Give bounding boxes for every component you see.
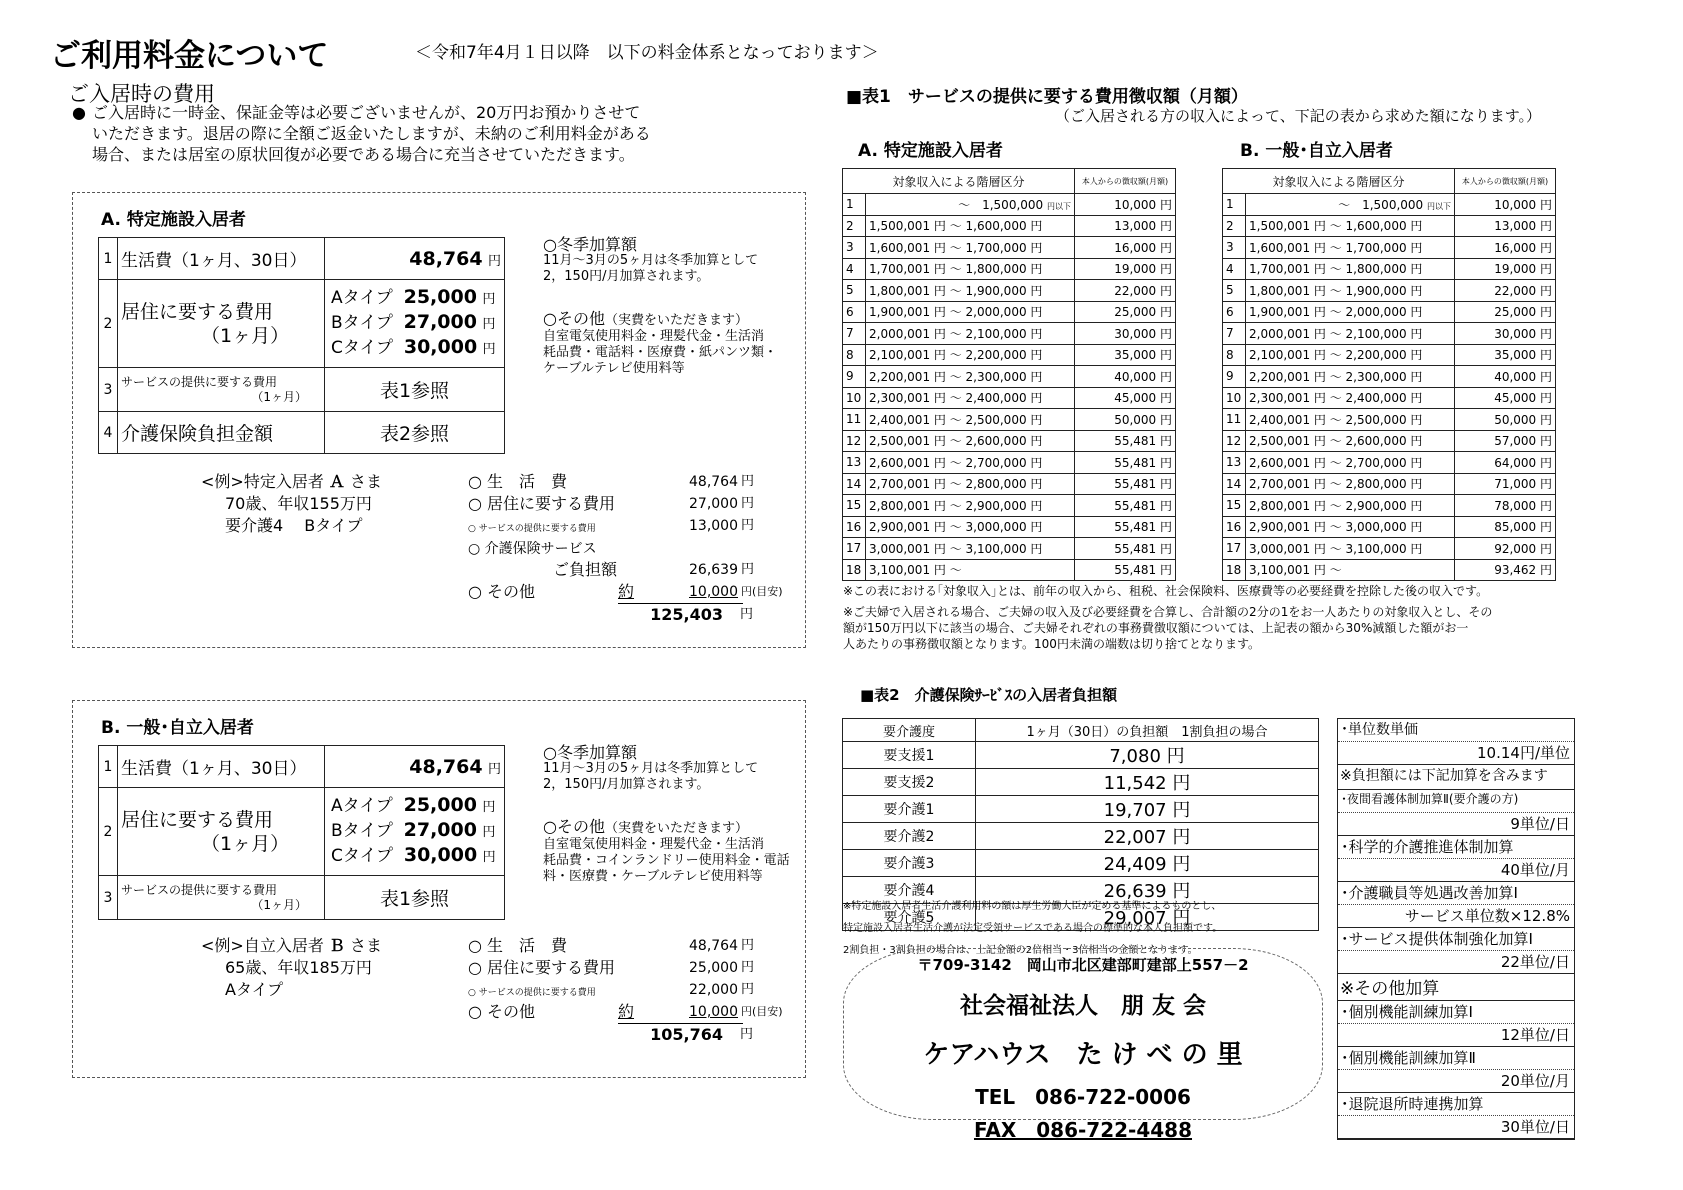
table1-title: ■表1 サービスの提供に要する費用徴収額（月額） [846,87,1248,107]
income-range: 2,700,001 円 ～ 2,800,000 円 [866,473,1075,495]
fee-amount: 55,481 円 [1075,473,1176,495]
fee-amount: 50,000 円 [1075,409,1176,431]
fee-amount: 55,481 円 [1075,538,1176,560]
row-no: 16 [1223,516,1246,538]
section-b-title: B. 一般･自立入居者 [101,718,254,738]
income-range: 1,500,001 円 ～ 1,600,000 円 [866,215,1075,237]
table-row [1223,516,1556,538]
income-range: 2,800,001 円 ～ 2,900,000 円 [866,495,1075,517]
row-no: 13 [843,452,866,474]
care-cost: 19,707 円 [976,796,1319,823]
table-row [843,194,1176,216]
row-no: 4 [99,412,118,454]
row-no: 6 [843,301,866,323]
kasan-item-name: ･退院退所時連携加算 [1341,1095,1484,1113]
admission-line: ご入居時に一時金、保証金等は必要ございませんが、20万円お預かりさせて [92,103,641,122]
kasan-item-value: サービス単位数×12.8% [1404,907,1570,925]
income-range: 2,700,001 円 ～ 2,800,000 円 [1246,473,1455,495]
row-no: 7 [843,323,866,345]
table1-b-title: B. 一般･自立入居者 [1240,141,1393,161]
income-range: 2,900,001 円 ～ 3,000,000 円 [1246,516,1455,538]
table-row [843,301,1176,323]
table2-notes: ※特定施設入居者生活介護利用料の額は厚生労働大臣が定める基準によるものとし、 特定施設入居者生活介護が法定受領サービスである場合の標準的な本人負担額です。 2割負担・3割負担の場合は、上記金額の2倍相当・3倍相当の金額となります。 [843,901,1223,956]
row-no: 2 [99,280,118,368]
fee-amount: 71,000 円 [1455,473,1556,495]
fee-amount: 10,000 円 [1075,194,1176,216]
contact-facility: ケアハウス た け べ の 里 [923,1040,1243,1070]
contact-fax: FAX 086-722-4488 [973,1118,1193,1142]
row-no: 3 [843,237,866,259]
fee-amount: 45,000 円 [1075,387,1176,409]
table-row [1223,215,1556,237]
row-no: 6 [1223,301,1246,323]
income-range: 3,000,001 円 ～ 3,100,000 円 [866,538,1075,560]
contact-tel: TEL 086-722-0006 [975,1085,1191,1109]
fee-amount: 10,000 円 [1455,194,1556,216]
row-no: 9 [843,366,866,388]
table-row [843,430,1176,452]
income-range: 2,200,001 円 ～ 2,300,000 円 [1246,366,1455,388]
care-level: 要介護3 [843,850,976,877]
kasan-item-name: ･介護職員等処遇改善加算Ⅰ [1341,884,1518,902]
table-row [1223,301,1556,323]
kasan-item-name: ･科学的介護推進体制加算 [1341,838,1514,856]
row-no: 5 [1223,280,1246,302]
fee-amount: 25,000 円 [1075,301,1176,323]
table-row [843,495,1176,517]
table-row [1223,366,1556,388]
kasan-item-value: 22単位/日 [1500,953,1570,971]
table1-a-title: A. 特定施設入居者 [858,141,1003,161]
income-range: 2,400,001 円 ～ 2,500,000 円 [866,409,1075,431]
fee-amount: 92,000 円 [1455,538,1556,560]
kasan-item-value: 12単位/日 [1500,1026,1570,1044]
cost-label: 介護保険負担金額 [118,412,325,454]
row-no: 13 [1223,452,1246,474]
fee-amount: 55,481 円 [1075,430,1176,452]
example-a-person: <例>特定入居者 Ａ さま 70歳、年収155万円 要介護4 Bタイプ [201,472,383,535]
table-row [843,796,1319,823]
table-row [843,742,1319,769]
contact-address: 〒709-3142 岡山市北区建部町建部上557－2 [917,956,1249,974]
care-level: 要介護2 [843,823,976,850]
care-cost: 22,007 円 [976,823,1319,850]
cost-value: 48,764 円 [325,746,505,788]
table-header: 本人からの徴収額(月額) [1075,169,1176,194]
care-cost: 11,542 円 [976,769,1319,796]
income-range: 2,500,001 円 ～ 2,600,000 円 [866,430,1075,452]
kasan-item-value: 9単位/日 [1510,815,1570,833]
row-no: 5 [843,280,866,302]
table1-b [1222,168,1556,581]
cost-label: 生活費（1ヶ月、30日） [118,238,325,280]
kasan-items [1338,790,1574,974]
income-range: 2,400,001 円 ～ 2,500,000 円 [1246,409,1455,431]
fee-amount: 22,000 円 [1455,280,1556,302]
fee-amount: 57,000 円 [1455,430,1556,452]
income-range: 1,600,001 円 ～ 1,700,000 円 [1246,237,1455,259]
section-a-cost-table [98,237,505,454]
type-values: Aタイプ 25,000 円 Bタイプ 27,000 円 Cタイプ 30,000 円 [325,788,505,876]
income-range: ～ 1,500,000 円以下 [866,194,1075,216]
row-no: 3 [99,368,118,412]
table-row [843,344,1176,366]
table-row [1223,452,1556,474]
table-row [843,850,1319,877]
kasan-item-name: ･個別機能訓練加算Ⅱ [1341,1049,1476,1067]
row-no: 10 [843,387,866,409]
care-level: 要支援1 [843,742,976,769]
section-b-cost-table [98,745,505,920]
row-no: 15 [1223,495,1246,517]
table-row [1223,237,1556,259]
row-no: 1 [843,194,866,216]
income-range: 1,500,001 円 ～ 1,600,000 円 [1246,215,1455,237]
bullet-icon: ● [72,103,86,122]
row-no: 3 [99,876,118,920]
contact-org: 社会福祉法人 朋 友 会 [959,992,1206,1019]
income-range: 3,000,001 円 ～ 3,100,000 円 [1246,538,1455,560]
fee-amount: 85,000 円 [1455,516,1556,538]
row-no: 16 [843,516,866,538]
fee-amount: 55,481 円 [1075,559,1176,581]
kasan-item-name: ･夜間看護体制加算Ⅱ(要介護の方) [1341,792,1519,806]
kasan-other-head: ※その他加算 [1338,974,1574,1001]
row-no: 12 [843,430,866,452]
care-cost: 7,080 円 [976,742,1319,769]
care-cost: 26,639 円 [976,877,1319,904]
table-row [843,237,1176,259]
cost-value: 表1参照 [325,876,505,920]
row-no: 9 [1223,366,1246,388]
kasan-item-name: ･個別機能訓練加算Ⅰ [1341,1003,1473,1021]
row-no: 2 [1223,215,1246,237]
row-no: 11 [1223,409,1246,431]
table-row [843,473,1176,495]
table-row [1223,495,1556,517]
example-a-total: 125,403 [650,605,723,624]
row-no: 12 [1223,430,1246,452]
table-row [1223,323,1556,345]
kasan-item [1338,790,1574,836]
kasan-includes-note: ※負担額には下記加算を含みます [1338,765,1574,790]
table-row [1223,344,1556,366]
table-header: 対象収入による階層区分 [843,169,1075,194]
table-row [1223,430,1556,452]
fee-amount: 35,000 円 [1455,344,1556,366]
table1-footnote2: ※ご夫婦で入居される場合、ご夫婦の収入及び必要経費を合算し、合計額の2分の1をお一人あたりの対象収入とし、その 額が150万円以下に該当の場合、ご夫婦それぞれの事務費徴収額については、上記表の額から30%減額した額がお一 人あたりの事務徴収額となります。100円未満の端数は切り捨てとなります。 [843,605,1493,651]
income-range: 1,700,001 円 ～ 1,800,000 円 [1246,258,1455,280]
row-no: 2 [843,215,866,237]
admission-text [72,102,762,165]
section-b-notes: ○冬季加算額 11月～3月の5ヶ月は冬季加算として 2，150円/月加算されます。 ○その他（実費をいただきます） 自室電気使用料金・理髪代金・生活消 耗品費・コインランドリー使用料金・電話 料・医療費・ケーブルテレビ使用料等 [543,743,790,884]
kasan-panel [1337,718,1575,1140]
fee-amount: 19,000 円 [1455,258,1556,280]
fee-amount: 25,000 円 [1455,301,1556,323]
income-range: 1,700,001 円 ～ 1,800,000 円 [866,258,1075,280]
income-range: 1,900,001 円 ～ 2,000,000 円 [1246,301,1455,323]
table-row [843,559,1176,581]
income-range: 2,800,001 円 ～ 2,900,000 円 [1246,495,1455,517]
table-row [843,366,1176,388]
admission-line: 場合、または居室の原状回復が必要である場合に充当させていただきます。 [92,145,635,164]
income-range: 2,000,001 円 ～ 2,100,000 円 [1246,323,1455,345]
row-no: 11 [843,409,866,431]
income-range: 2,100,001 円 ～ 2,200,000 円 [1246,344,1455,366]
table-row [843,387,1176,409]
income-range: 2,100,001 円 ～ 2,200,000 円 [866,344,1075,366]
table-row [1223,387,1556,409]
income-range: 1,800,001 円 ～ 1,900,000 円 [866,280,1075,302]
row-no: 10 [1223,387,1246,409]
admission-line: いただきます。退居の際に全額ご返金いたしますが、未納のご利用料金がある [92,124,651,143]
fee-amount: 55,481 円 [1075,495,1176,517]
kasan-item [1338,1093,1574,1139]
table-row [843,409,1176,431]
contact-box [843,948,1323,1142]
fee-amount: 13,000 円 [1075,215,1176,237]
income-range: 2,200,001 円 ～ 2,300,000 円 [866,366,1075,388]
row-no: 17 [1223,538,1246,560]
example-b-total: 105,764 [650,1025,723,1044]
row-no: 1 [99,746,118,788]
row-no: 15 [843,495,866,517]
row-no: 4 [843,258,866,280]
table2-title: ■表2 介護保険ｻｰﾋﾞｽの入居者負担額 [860,686,1118,704]
table-row [843,258,1176,280]
table-header: 要介護度 [843,719,976,742]
row-no: 17 [843,538,866,560]
page-title: ご利用料金について [50,38,329,74]
table-row [1223,280,1556,302]
row-no: 1 [99,238,118,280]
fee-amount: 78,000 円 [1455,495,1556,517]
cost-value: 表1参照 [325,368,505,412]
row-no: 7 [1223,323,1246,345]
table-row [843,823,1319,850]
kasan-item [1338,1047,1574,1093]
kasan-item-value: 20単位/月 [1500,1072,1570,1090]
kasan-other-items [1338,1001,1574,1139]
income-range: 2,500,001 円 ～ 2,600,000 円 [1246,430,1455,452]
table-row [1223,194,1556,216]
income-range: 3,100,001 円 ～ [866,559,1075,581]
fee-amount: 13,000 円 [1455,215,1556,237]
fee-amount: 50,000 円 [1455,409,1556,431]
table-header: 対象収入による階層区分 [1223,169,1455,194]
table-row [1223,409,1556,431]
table-row [843,215,1176,237]
section-a-notes: ○冬季加算額 11月～3月の5ヶ月は冬季加算として 2，150円/月加算されます。 ○その他（実費をいただきます） 自室電気使用料金・理髪代金・生活消 耗品費・電話料・医療費・紙パンツ類・ ケーブルテレビ使用料等 [543,235,778,376]
kasan-item-value: 30単位/日 [1500,1118,1570,1136]
table1-footnote1: ※この表における｢対象収入｣とは、前年の収入から、租税、社会保険料、医療費等の必要経費を控除した後の収入です。 [843,584,1489,598]
table-header: 1ヶ月（30日）の負担額 1割負担の場合 [976,719,1319,742]
table-row [843,452,1176,474]
care-level: 要介護5 [843,904,976,931]
income-range: 2,300,001 円 ～ 2,400,000 円 [1246,387,1455,409]
table-row [1223,473,1556,495]
fee-amount: 45,000 円 [1455,387,1556,409]
cost-label: サービスの提供に要する費用 （1ヶ月） [118,876,325,920]
income-range: 1,600,001 円 ～ 1,700,000 円 [866,237,1075,259]
income-range: 1,800,001 円 ～ 1,900,000 円 [1246,280,1455,302]
row-no: 8 [843,344,866,366]
fee-amount: 16,000 円 [1075,237,1176,259]
section-a-title: A. 特定施設入居者 [101,210,246,230]
row-no: 18 [1223,559,1246,581]
care-level: 要介護1 [843,796,976,823]
kasan-item [1338,882,1574,928]
kasan-item-name: ･サービス提供体制強化加算Ⅰ [1341,930,1533,948]
cost-label: 居住に要する費用 （1ヶ月） [118,788,325,876]
table-row [1223,258,1556,280]
example-a-items: ○ 生 活 費 48,764 円 ○ 居住に要する費用 27,000 円 ○ サービスの提供に要する費用 13,000 円 ○ 介護保険サービス ご負担額 26,639 円 ○ その他 約 10,000 円(目安) 125,403 円 [468,472,783,624]
fee-amount: 93,462 円 [1455,559,1556,581]
row-no: 2 [99,788,118,876]
income-range: 2,600,001 円 ～ 2,700,000 円 [1246,452,1455,474]
kasan-label: ･単位数単価 [1341,722,1418,738]
care-cost: 29,007 円 [976,904,1319,931]
table-header: 本人からの徴収額(月額) [1455,169,1556,194]
income-range: 1,900,001 円 ～ 2,000,000 円 [866,301,1075,323]
cost-value: 表2参照 [325,412,505,454]
fee-amount: 30,000 円 [1075,323,1176,345]
fee-amount: 55,481 円 [1075,516,1176,538]
section-b [72,700,806,1078]
type-values: Aタイプ 25,000 円 Bタイプ 27,000 円 Cタイプ 30,000 円 [325,280,505,368]
care-level: 要介護4 [843,877,976,904]
example-b-person: <例>自立入居者 Ｂ さま 65歳、年収185万円 Aタイプ [201,936,383,999]
fee-amount: 16,000 円 [1455,237,1556,259]
income-range: 2,000,001 円 ～ 2,100,000 円 [866,323,1075,345]
care-cost: 24,409 円 [976,850,1319,877]
page-subtitle: ＜令和7年4月１日以降 以下の料金体系となっております＞ [415,43,879,63]
table1-a [842,168,1176,581]
section-a [72,192,806,648]
fee-amount: 40,000 円 [1455,366,1556,388]
income-range: 3,100,001 円 ～ [1246,559,1455,581]
row-no: 18 [843,559,866,581]
income-range: 2,600,001 円 ～ 2,700,000 円 [866,452,1075,474]
row-no: 4 [1223,258,1246,280]
income-range: ～ 1,500,000 円以下 [1246,194,1455,216]
table-row [843,769,1319,796]
row-no: 14 [1223,473,1246,495]
table-row [843,516,1176,538]
row-no: 8 [1223,344,1246,366]
table1-note: （ご入居される方の収入によって、下記の表から求めた額になります。） [1055,107,1542,125]
table-row [843,323,1176,345]
cost-label: 生活費（1ヶ月、30日） [118,746,325,788]
admission-heading: ご入居時の費用 [68,82,215,106]
kasan-item [1338,1001,1574,1047]
cost-value: 48,764 円 [325,238,505,280]
row-no: 1 [1223,194,1246,216]
fee-amount: 22,000 円 [1075,280,1176,302]
fee-amount: 35,000 円 [1075,344,1176,366]
example-b-items: ○ 生 活 費 48,764 円 ○ 居住に要する費用 25,000 円 ○ サービスの提供に要する費用 22,000 円 ○ その他 約 10,000 円(目安) 105,764 円 [468,936,783,1044]
cost-label: サービスの提供に要する費用 （1ヶ月） [118,368,325,412]
table-row [843,280,1176,302]
income-range: 2,300,001 円 ～ 2,400,000 円 [866,387,1075,409]
kasan-item [1338,836,1574,882]
cost-label: 居住に要する費用 （1ヶ月） [118,280,325,368]
fee-amount: 64,000 円 [1455,452,1556,474]
table-row [843,538,1176,560]
fee-amount: 30,000 円 [1455,323,1556,345]
care-level: 要支援2 [843,769,976,796]
income-range: 2,900,001 円 ～ 3,000,000 円 [866,516,1075,538]
kasan-item-value: 40単位/月 [1500,861,1570,879]
fee-amount: 55,481 円 [1075,452,1176,474]
row-no: 14 [843,473,866,495]
table-row [1223,538,1556,560]
table-row [1223,559,1556,581]
fee-amount: 40,000 円 [1075,366,1176,388]
row-no: 3 [1223,237,1246,259]
kasan-unit-price: 10.14円/単位 [1338,742,1574,765]
fee-amount: 19,000 円 [1075,258,1176,280]
kasan-item [1338,928,1574,974]
